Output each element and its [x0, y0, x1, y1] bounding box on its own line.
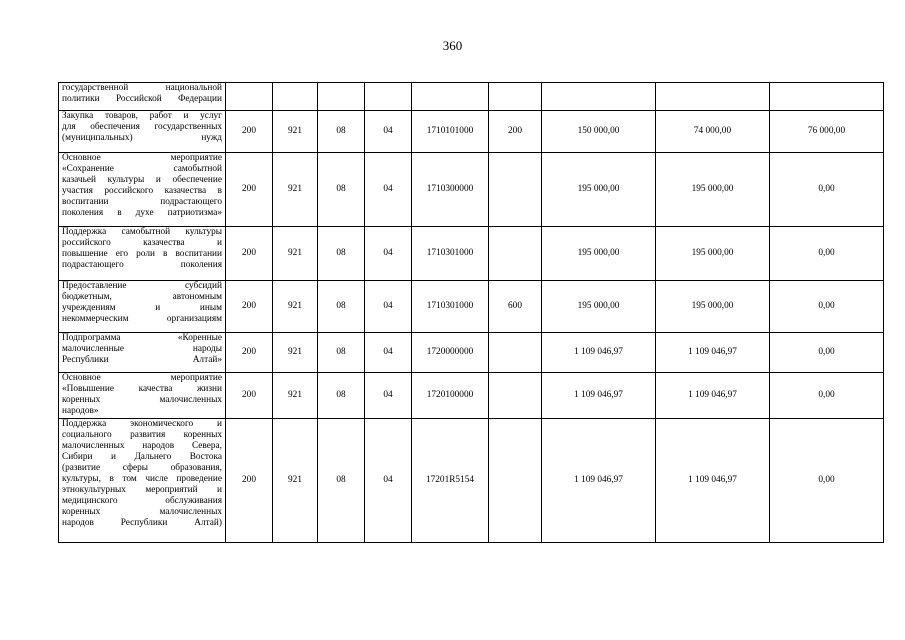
- amount-year2-cell: 76 000,00: [770, 111, 884, 153]
- expense-type-cell: [489, 227, 542, 281]
- subsection-code-cell: 04: [365, 227, 412, 281]
- expense-type-cell: [489, 419, 542, 543]
- amount-year2-cell: 0,00: [770, 419, 884, 543]
- row-description: [59, 373, 226, 419]
- description-line: Поддержка экономического и: [62, 419, 222, 429]
- target-article-cell: [412, 83, 489, 111]
- amount-total-cell: 1 109 046,97: [542, 419, 656, 543]
- description-line: народов Республики Алтай): [62, 518, 222, 528]
- description-line: коренных малочисленных: [62, 507, 222, 517]
- subsection-code-cell: 04: [365, 333, 412, 373]
- section-code-cell: 08: [318, 419, 365, 543]
- grbs-code-cell: 921: [273, 153, 318, 227]
- amount-total-cell: 195 000,00: [542, 153, 656, 227]
- amount-year1-cell: 1 109 046,97: [656, 373, 770, 419]
- description-line: малочисленных народов Севера,: [62, 441, 222, 451]
- description-line: культуры, в том числе проведение: [62, 474, 222, 484]
- rz-code-cell: 200: [226, 373, 273, 419]
- page-number: 360: [442, 38, 463, 53]
- description-line: подрастающего поколения: [62, 260, 222, 270]
- target-article-cell: 1710301000: [412, 281, 489, 333]
- amount-total-cell: 1 109 046,97: [542, 373, 656, 419]
- table-row: [59, 153, 884, 227]
- row-description: [59, 111, 226, 153]
- description-line: участия российского казачества в: [62, 186, 222, 196]
- amount-total-cell: 1 109 046,97: [542, 333, 656, 373]
- row-description: [59, 333, 226, 373]
- description-line: казачьей культуры и обеспечение: [62, 175, 222, 185]
- description-line: народов»: [62, 406, 99, 416]
- rz-code-cell: [226, 83, 273, 111]
- budget-table: [58, 82, 884, 543]
- subsection-code-cell: 04: [365, 373, 412, 419]
- description-line: «Повышение качества жизни: [62, 384, 222, 394]
- expense-type-cell: 600: [489, 281, 542, 333]
- table-row: [59, 281, 884, 333]
- table-row: [59, 83, 884, 111]
- section-code-cell: 08: [318, 227, 365, 281]
- target-article-cell: 1710301000: [412, 227, 489, 281]
- description-line: медицинского обслуживания: [62, 496, 222, 506]
- amount-year1-cell: 74 000,00: [656, 111, 770, 153]
- expense-type-cell: [489, 333, 542, 373]
- description-line: Поддержка самобытной культуры: [62, 227, 222, 237]
- subsection-code-cell: 04: [365, 419, 412, 543]
- amount-year1-cell: 1 109 046,97: [656, 419, 770, 543]
- section-code-cell: 08: [318, 153, 365, 227]
- description-line: Предоставление субсидий: [62, 281, 222, 291]
- amount-year1-cell: 195 000,00: [656, 227, 770, 281]
- target-article-cell: 1710300000: [412, 153, 489, 227]
- grbs-code-cell: 921: [273, 227, 318, 281]
- section-code-cell: [318, 83, 365, 111]
- row-description: [59, 227, 226, 281]
- amount-year2-cell: 0,00: [770, 333, 884, 373]
- grbs-code-cell: 921: [273, 419, 318, 543]
- description-line: (муниципальных) нужд: [62, 133, 222, 143]
- rz-code-cell: 200: [226, 153, 273, 227]
- amount-year2-cell: 0,00: [770, 153, 884, 227]
- amount-year1-cell: 195 000,00: [656, 281, 770, 333]
- grbs-code-cell: 921: [273, 281, 318, 333]
- grbs-code-cell: [273, 83, 318, 111]
- description-line: для обеспечения государственных: [62, 122, 222, 132]
- description-line: поколения в духе патриотизма»: [62, 208, 222, 218]
- row-description: [59, 153, 226, 227]
- section-code-cell: 08: [318, 281, 365, 333]
- grbs-code-cell: 921: [273, 333, 318, 373]
- subsection-code-cell: 04: [365, 111, 412, 153]
- description-line: Основное мероприятие: [62, 373, 222, 383]
- rz-code-cell: 200: [226, 111, 273, 153]
- rz-code-cell: 200: [226, 419, 273, 543]
- description-line: этнокультурных мероприятий и: [62, 485, 222, 495]
- amount-total-cell: 195 000,00: [542, 227, 656, 281]
- amount-total-cell: 195 000,00: [542, 281, 656, 333]
- amount-total-cell: 150 000,00: [542, 111, 656, 153]
- description-line: некоммерческим организациям: [62, 314, 222, 324]
- rz-code-cell: 200: [226, 281, 273, 333]
- subsection-code-cell: 04: [365, 281, 412, 333]
- amount-year1-cell: [656, 83, 770, 111]
- description-line: Сибири и Дальнего Востока: [62, 452, 222, 462]
- target-article-cell: 1710101000: [412, 111, 489, 153]
- table-row: [59, 111, 884, 153]
- description-line: повышение его роли в воспитании: [62, 249, 222, 259]
- subsection-code-cell: [365, 83, 412, 111]
- section-code-cell: 08: [318, 333, 365, 373]
- description-line: коренных малочисленных: [62, 395, 222, 405]
- table-row: [59, 419, 884, 543]
- expense-type-cell: [489, 83, 542, 111]
- description-line: российского казачества и: [62, 238, 222, 248]
- amount-year1-cell: 195 000,00: [656, 153, 770, 227]
- table-row: [59, 373, 884, 419]
- amount-year2-cell: 0,00: [770, 227, 884, 281]
- grbs-code-cell: 921: [273, 373, 318, 419]
- row-description: [59, 281, 226, 333]
- description-line: политики Российской Федерации: [62, 94, 222, 104]
- target-article-cell: 1720000000: [412, 333, 489, 373]
- description-line: Основное мероприятие: [62, 153, 222, 163]
- amount-year2-cell: 0,00: [770, 281, 884, 333]
- description-line: Закупка товаров, работ и услуг: [62, 111, 222, 121]
- row-description: [59, 83, 226, 111]
- description-line: учреждениям и иным: [62, 303, 222, 313]
- amount-year2-cell: [770, 83, 884, 111]
- description-line: «Сохранение самобытной: [62, 164, 222, 174]
- expense-type-cell: [489, 373, 542, 419]
- rz-code-cell: 200: [226, 227, 273, 281]
- description-line: Подпрограмма «Коренные: [62, 333, 222, 343]
- description-line: государственной национальной: [62, 83, 222, 93]
- expense-type-cell: [489, 153, 542, 227]
- subsection-code-cell: 04: [365, 153, 412, 227]
- rz-code-cell: 200: [226, 333, 273, 373]
- table-row: [59, 333, 884, 373]
- description-line: Республики Алтай»: [62, 355, 222, 365]
- section-code-cell: 08: [318, 111, 365, 153]
- description-line: воспитании подрастающего: [62, 197, 222, 207]
- section-code-cell: 08: [318, 373, 365, 419]
- target-article-cell: 17201R5154: [412, 419, 489, 543]
- description-line: бюджетным, автономным: [62, 292, 222, 302]
- description-line: малочисленные народы: [62, 344, 222, 354]
- expense-type-cell: 200: [489, 111, 542, 153]
- description-line: социального развития коренных: [62, 430, 222, 440]
- amount-year2-cell: 0,00: [770, 373, 884, 419]
- table-row: [59, 227, 884, 281]
- row-description: [59, 419, 226, 543]
- grbs-code-cell: 921: [273, 111, 318, 153]
- amount-total-cell: [542, 83, 656, 111]
- target-article-cell: 1720100000: [412, 373, 489, 419]
- amount-year1-cell: 1 109 046,97: [656, 333, 770, 373]
- description-line: (развитие сферы образования,: [62, 463, 222, 473]
